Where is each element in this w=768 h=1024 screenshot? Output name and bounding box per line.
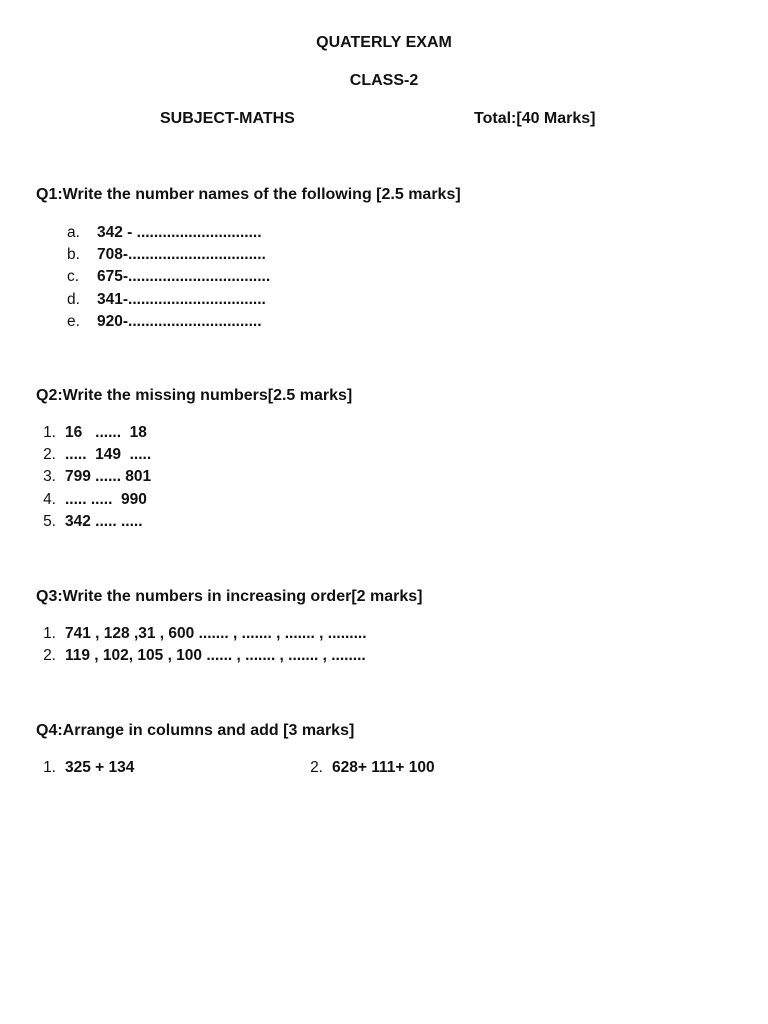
list-item-text: 342 ..... ..... (65, 512, 143, 530)
list-marker: 1. (43, 625, 56, 642)
list-item-text: 341-................................ (97, 290, 266, 308)
list-item-text: 342 - ............................. (97, 224, 262, 241)
subject-label: SUBJECT-MATHS (160, 110, 295, 127)
list-item-text: 325 + 134 (65, 759, 135, 776)
list-marker: b. (67, 246, 80, 264)
list-item (36, 466, 151, 488)
list-marker: 3. (43, 468, 56, 486)
list-marker: 1. (43, 424, 56, 441)
list-item (36, 645, 367, 667)
list-item-text: 628+ 111+ 100 (332, 759, 435, 776)
list-marker: 4. (43, 490, 56, 508)
list-item-text: 920-............................... (97, 312, 262, 330)
list-marker: d. (67, 290, 80, 308)
list-item (60, 266, 270, 288)
list-item (36, 623, 367, 645)
list-marker: 2. (310, 759, 323, 776)
list-marker: 2. (43, 647, 56, 665)
list-marker: 5. (43, 512, 56, 530)
list-item-text: 799 ...... 801 (65, 468, 152, 486)
list-item (36, 511, 151, 533)
list-item (36, 422, 151, 444)
q1-list (60, 222, 270, 333)
list-marker: 1. (43, 759, 56, 776)
list-item-text: 675-................................. (97, 268, 271, 286)
list-item-text: 708-................................ (97, 246, 266, 264)
q3-heading: Q3:Write the numbers in increasing order[2 marks] (36, 588, 423, 605)
list-item (60, 289, 270, 311)
list-marker: c. (67, 268, 80, 286)
list-marker: 2. (43, 446, 56, 464)
list-item (36, 489, 151, 511)
q2-list (36, 422, 151, 533)
list-item (36, 444, 151, 466)
exam-title: QUATERLY EXAM (316, 34, 452, 51)
list-item (303, 757, 435, 779)
q4-heading: Q4:Arrange in columns and add [3 marks] (36, 722, 355, 739)
list-item-text: 16 ...... 18 (65, 424, 147, 441)
class-label: CLASS-2 (349, 72, 419, 89)
total-marks: Total:[40 Marks] (474, 110, 596, 127)
list-marker: a. (67, 224, 80, 241)
q1-heading: Q1:Write the number names of the following [2.5 marks] (36, 186, 461, 203)
list-item (60, 222, 270, 244)
list-item-text: ..... 149 ..... (65, 446, 152, 464)
q3-list (36, 623, 367, 667)
list-item (36, 757, 134, 779)
list-item (60, 311, 270, 333)
list-item-text: 741 , 128 ,31 , 600 ....... , ....... , ....... , ......... (65, 625, 367, 642)
q2-heading: Q2:Write the missing numbers[2.5 marks] (36, 387, 353, 404)
list-item (60, 244, 270, 266)
list-item-text: 119 , 102, 105 , 100 ...... , ....... , ....... , ........ (65, 647, 366, 665)
list-marker: e. (67, 312, 80, 330)
list-item-text: ..... ..... 990 (65, 490, 147, 508)
